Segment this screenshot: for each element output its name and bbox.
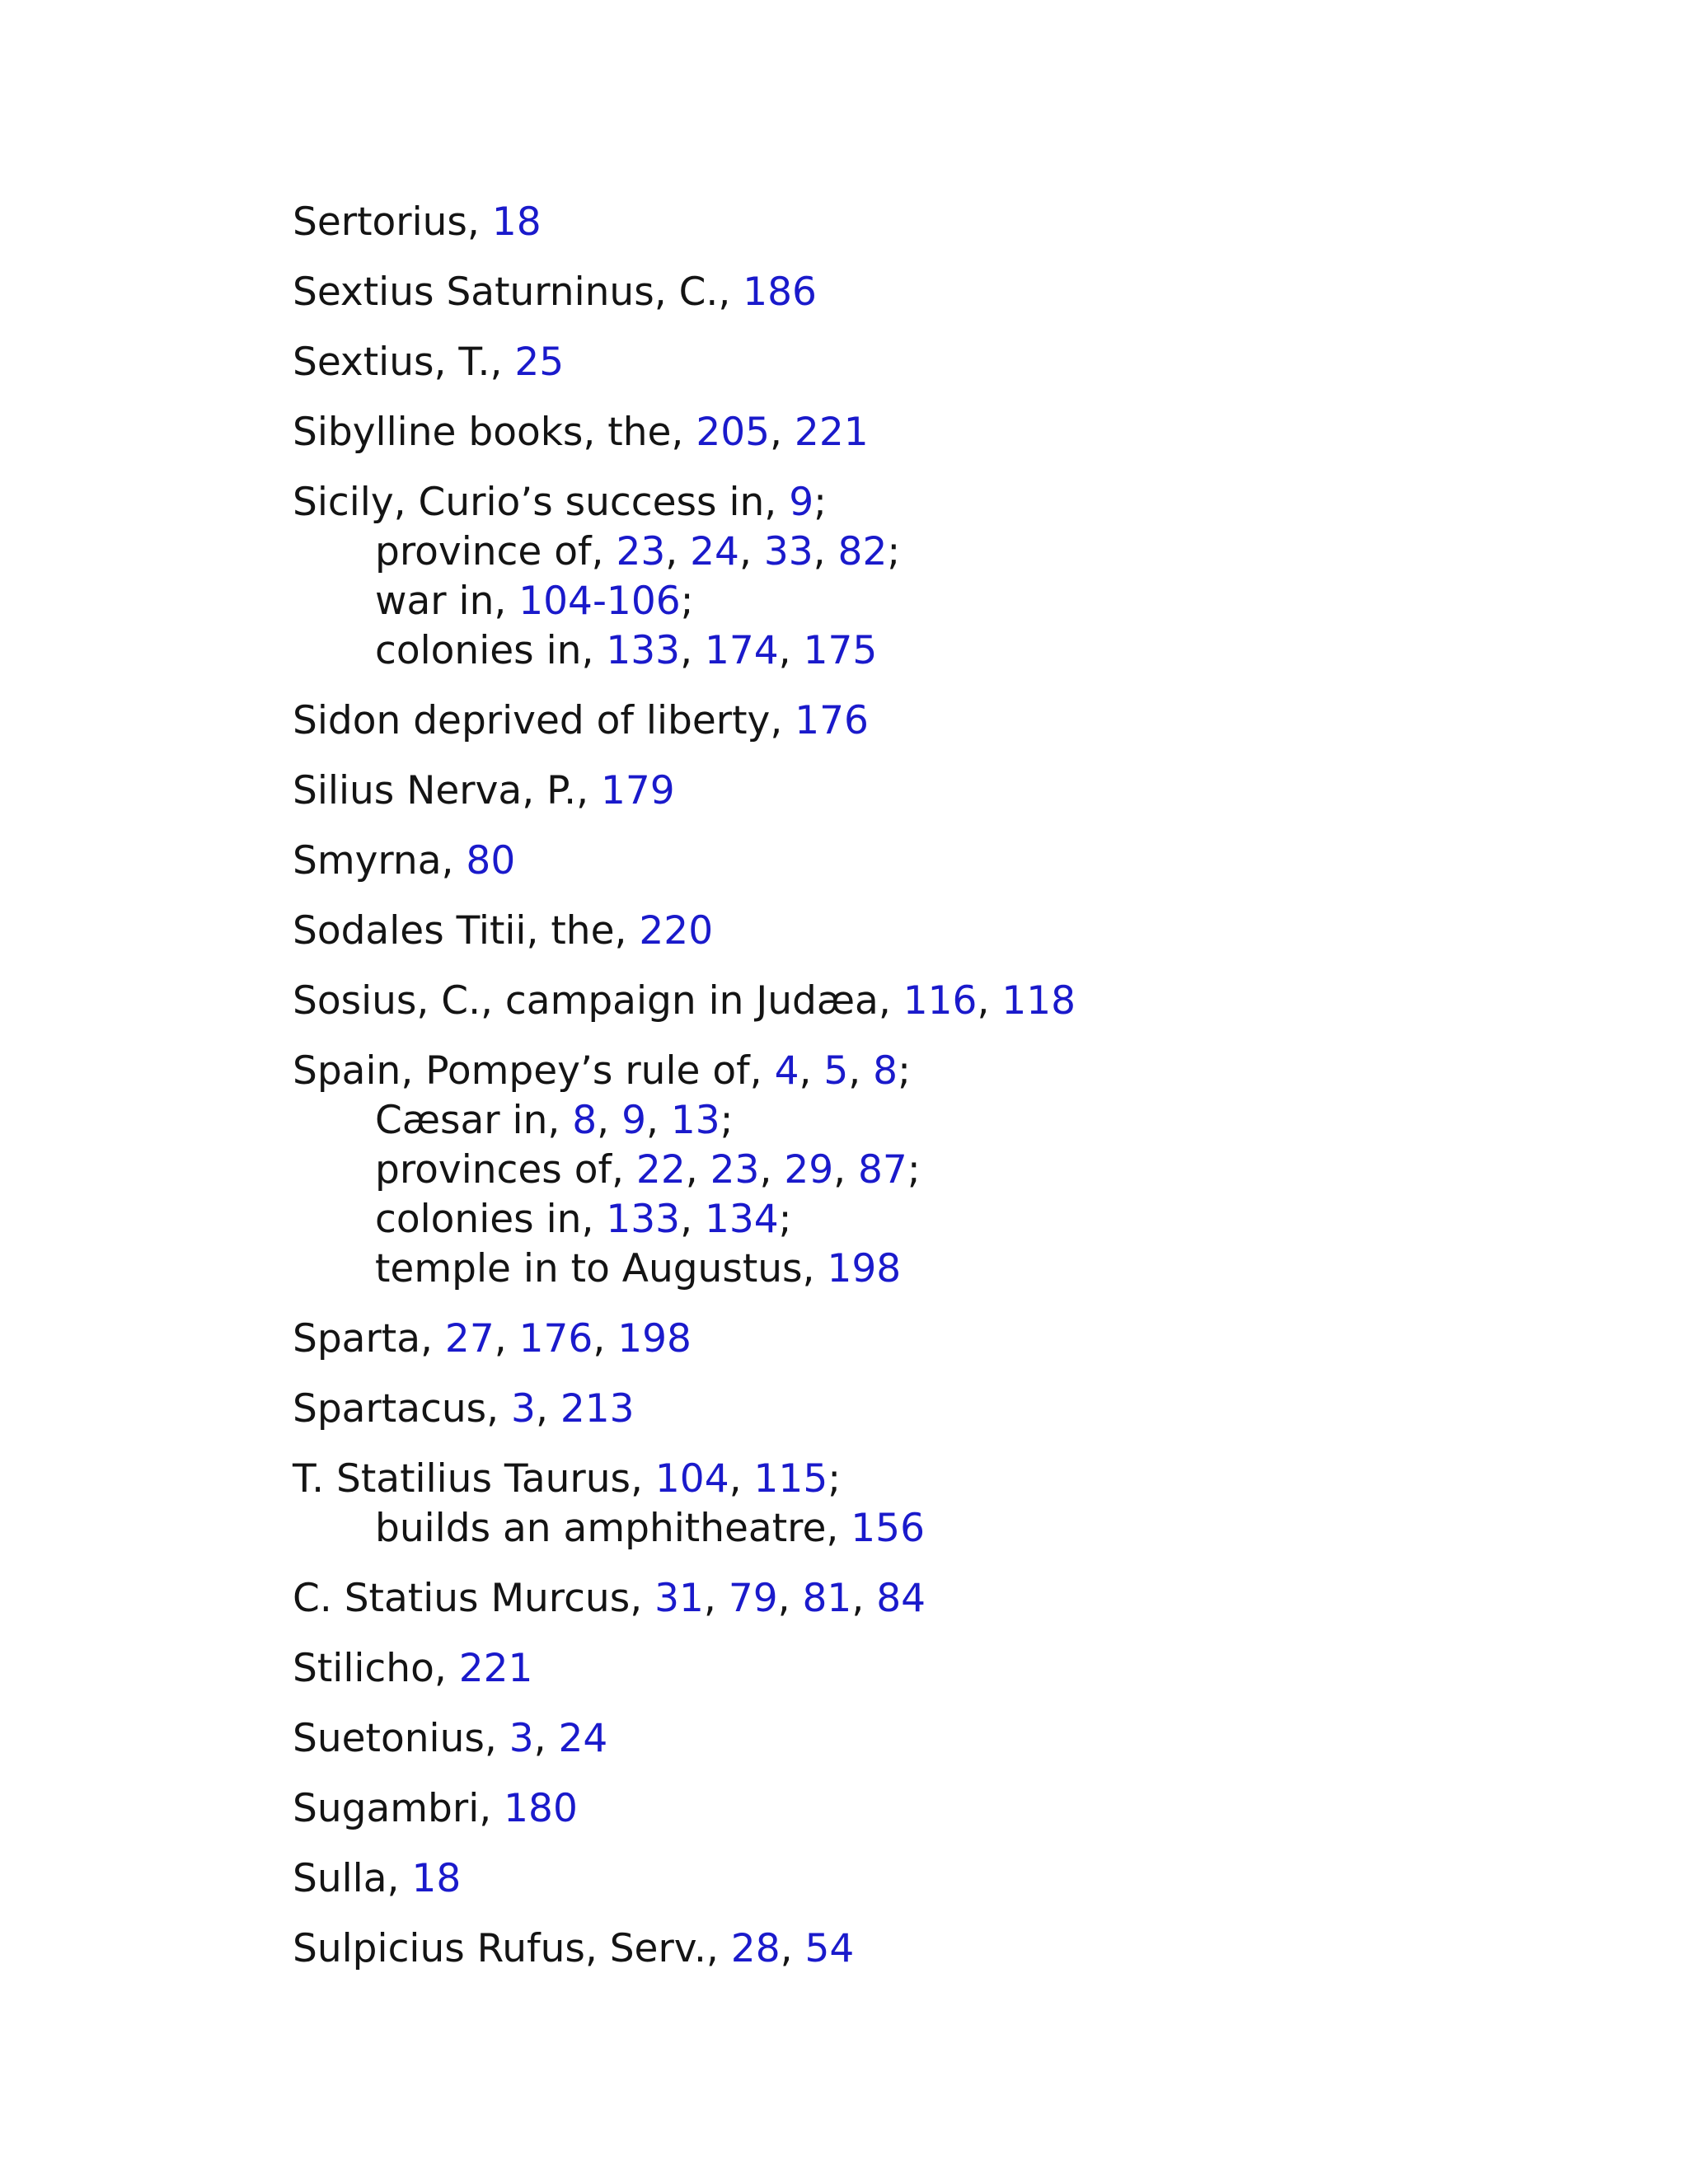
page-link[interactable]: 220 (639, 908, 714, 954)
page-link[interactable]: 18 (491, 199, 542, 245)
index-heading-line: Sosius, C., campaign in Judæa, 116, 118 (293, 978, 1076, 1024)
index-entry (293, 1854, 1611, 1904)
page-link[interactable]: 175 (803, 628, 878, 673)
page-link[interactable]: 8 (572, 1098, 598, 1143)
index-entry (293, 1574, 1611, 1624)
index-entry (293, 1455, 1611, 1554)
index-term: Suetonius (293, 1716, 485, 1761)
page-link[interactable]: 9 (789, 480, 814, 525)
index-term: colonies in (375, 1197, 582, 1242)
line-terminator: ; (898, 1048, 911, 1094)
index-heading-line: T. Statilius Taurus, 104, 115; (293, 1456, 842, 1502)
index-term: provinces of (375, 1147, 612, 1193)
page-link[interactable]: 4 (774, 1048, 799, 1094)
index-entry (293, 1047, 1611, 1294)
page-link[interactable]: 24 (690, 529, 739, 574)
index-entry (293, 1644, 1611, 1694)
index-term: Stilicho (293, 1646, 434, 1691)
page-link[interactable]: 80 (466, 838, 516, 883)
index-entry (293, 1385, 1611, 1434)
index-term: Sibylline books, the (293, 410, 672, 455)
index-entry (293, 198, 1611, 247)
index-subentry: province of, 23, 24, 33, 82; (375, 529, 901, 574)
index-term: colonies in (375, 628, 582, 673)
index-entry (293, 338, 1611, 387)
index-heading-line: Sodales Titii, the, 220 (293, 908, 714, 954)
page-link[interactable]: 156 (851, 1506, 925, 1551)
page-link[interactable]: 23 (616, 529, 666, 574)
page-link[interactable]: 186 (743, 269, 817, 315)
page-link[interactable]: 23 (710, 1147, 760, 1193)
page-link[interactable]: 134 (704, 1197, 779, 1242)
line-terminator: ; (828, 1456, 842, 1502)
index-heading-line: Sertorius, 18 (293, 199, 542, 245)
line-terminator: ; (680, 579, 694, 624)
page-link[interactable]: 5 (823, 1048, 849, 1094)
index-entry (293, 478, 1611, 676)
page-link[interactable]: 104-106 (518, 579, 681, 624)
page-link[interactable]: 84 (876, 1576, 926, 1621)
page-link[interactable]: 33 (763, 529, 814, 574)
index-entry (293, 268, 1611, 317)
index-term: Sidon deprived of liberty (293, 698, 771, 743)
index-term: builds an amphitheatre (375, 1506, 827, 1551)
index-entry (293, 1784, 1611, 1834)
page-link[interactable]: 9 (621, 1098, 646, 1143)
index-term: Sparta (293, 1316, 421, 1361)
page-link[interactable]: 79 (728, 1576, 778, 1621)
page-link[interactable]: 3 (511, 1386, 536, 1432)
page-link[interactable]: 179 (600, 768, 675, 813)
index-heading-line: Suetonius, 3, 24 (293, 1716, 608, 1761)
index-subentry: provinces of, 22, 23, 29, 87; (375, 1147, 921, 1193)
line-terminator: ; (887, 529, 901, 574)
page-link[interactable]: 116 (903, 978, 978, 1024)
index-term: Spartacus (293, 1386, 487, 1432)
page-link[interactable]: 82 (837, 529, 888, 574)
page-link[interactable]: 25 (514, 340, 565, 385)
page-link[interactable]: 176 (518, 1316, 593, 1361)
page-link[interactable]: 198 (827, 1246, 902, 1291)
page-link[interactable]: 221 (794, 410, 869, 455)
page-link[interactable]: 133 (606, 628, 681, 673)
page-link[interactable]: 205 (696, 410, 771, 455)
page-link[interactable]: 24 (558, 1716, 608, 1761)
page-link[interactable]: 118 (1001, 978, 1076, 1024)
index-term: Sextius Saturninus, C. (293, 269, 719, 315)
index-entry (293, 1714, 1611, 1764)
index-term: T. Statilius Taurus (293, 1456, 631, 1502)
index-term: Sosius, C., campaign in Judæa (293, 978, 879, 1024)
line-terminator: ; (720, 1098, 734, 1143)
index-term: Sicily, Curio’s success in (293, 480, 765, 525)
page-link[interactable]: 18 (411, 1856, 462, 1901)
page-link[interactable]: 221 (458, 1646, 533, 1691)
page-link[interactable]: 54 (804, 1926, 855, 1971)
page-link[interactable]: 115 (753, 1456, 828, 1502)
index-heading-line: Spain, Pompey’s rule of, 4, 5, 8; (293, 1048, 911, 1094)
page-link[interactable]: 29 (784, 1147, 834, 1193)
line-terminator: ; (907, 1147, 921, 1193)
index-subentry: colonies in, 133, 174, 175 (375, 628, 878, 673)
index-term: Spain, Pompey’s rule of (293, 1048, 750, 1094)
page-link[interactable]: 176 (795, 698, 869, 743)
page-link[interactable]: 8 (873, 1048, 898, 1094)
index-list (293, 198, 1611, 1994)
index-entry (293, 977, 1611, 1026)
index-heading-line: C. Statius Murcus, 31, 79, 81, 84 (293, 1576, 926, 1621)
page-link[interactable]: 3 (509, 1716, 534, 1761)
index-subentry: temple in to Augustus, 198 (375, 1246, 902, 1291)
index-entry (293, 696, 1611, 746)
page-link[interactable]: 28 (730, 1926, 781, 1971)
index-term: province of (375, 529, 592, 574)
index-heading-line: Sulpicius Rufus, Serv., 28, 54 (293, 1926, 855, 1971)
page-link[interactable]: 104 (654, 1456, 729, 1502)
index-subentry: war in, 104-106; (375, 579, 694, 624)
index-term: Sulla (293, 1856, 387, 1901)
index-subentry: Cæsar in, 8, 9, 13; (375, 1098, 734, 1143)
index-term: war in (375, 579, 495, 624)
page-link[interactable]: 13 (670, 1098, 720, 1143)
index-term: Silius Nerva, P. (293, 768, 577, 813)
index-heading-line: Sulla, 18 (293, 1856, 462, 1901)
index-heading-line: Stilicho, 221 (293, 1646, 533, 1691)
index-heading-line: Spartacus, 3, 213 (293, 1386, 635, 1432)
index-heading-line: Silius Nerva, P., 179 (293, 768, 675, 813)
index-heading-line: Sidon deprived of liberty, 176 (293, 698, 869, 743)
page-link[interactable]: 180 (504, 1786, 578, 1831)
index-term: Sugambri (293, 1786, 480, 1831)
index-term: Smyrna (293, 838, 442, 883)
page-link[interactable]: 31 (654, 1576, 704, 1621)
index-entry (293, 907, 1611, 956)
page-link[interactable]: 213 (560, 1386, 635, 1432)
page-link[interactable]: 174 (704, 628, 779, 673)
index-heading-line: Sibylline books, the, 205, 221 (293, 410, 869, 455)
line-terminator: ; (814, 480, 827, 525)
index-heading-line: Smyrna, 80 (293, 838, 516, 883)
index-entry (293, 837, 1611, 886)
index-heading-line: Sicily, Curio’s success in, 9; (293, 480, 827, 525)
index-entry (293, 766, 1611, 816)
index-term: Sextius, T. (293, 340, 490, 385)
index-heading-line: Sugambri, 180 (293, 1786, 578, 1831)
index-heading-line: Sextius, T., 25 (293, 340, 565, 385)
index-subentry: colonies in, 133, 134; (375, 1197, 792, 1242)
index-subentry: builds an amphitheatre, 156 (375, 1506, 925, 1551)
index-entry (293, 1924, 1611, 1974)
page-link[interactable]: 198 (617, 1316, 692, 1361)
index-entry (293, 1315, 1611, 1364)
page-link[interactable]: 133 (606, 1197, 681, 1242)
index-term: C. Statius Murcus (293, 1576, 631, 1621)
index-term: Sertorius (293, 199, 467, 245)
index-term: Sulpicius Rufus, Serv. (293, 1926, 706, 1971)
index-term: Sodales Titii, the (293, 908, 615, 954)
index-heading-line: Sextius Saturninus, C., 186 (293, 269, 817, 315)
line-terminator: ; (778, 1197, 792, 1242)
page-link[interactable]: 27 (444, 1316, 495, 1361)
index-entry (293, 408, 1611, 457)
page-link[interactable]: 22 (635, 1147, 686, 1193)
index-heading-line: Sparta, 27, 176, 198 (293, 1316, 692, 1361)
page-link[interactable]: 81 (802, 1576, 852, 1621)
index-term: Cæsar in (375, 1098, 548, 1143)
index-term: temple in to Augustus (375, 1246, 803, 1291)
page-link[interactable]: 87 (858, 1147, 907, 1193)
